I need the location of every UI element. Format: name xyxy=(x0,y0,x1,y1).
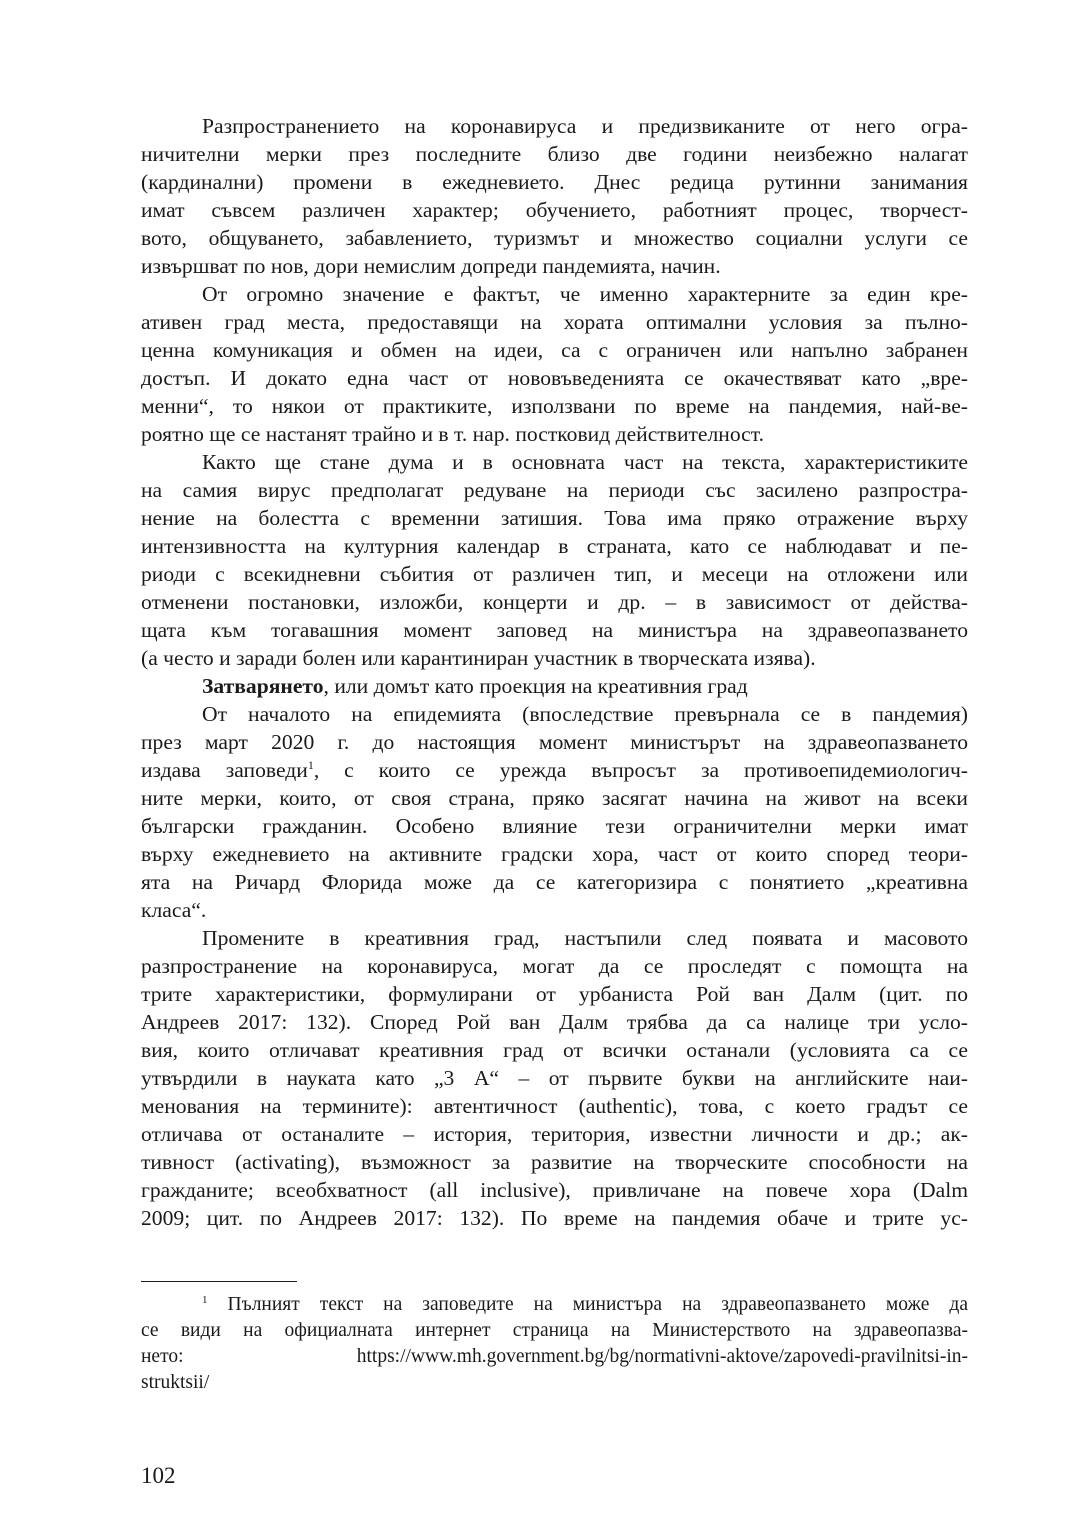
footnote xyxy=(141,1292,968,1396)
section-heading-bold: Затварянето xyxy=(202,674,324,698)
text-line: утвърдили в науката като „3 А“ – от първите букви на английските наи- xyxy=(141,1066,968,1090)
text-line: достъп. И докато една част от нововъведенията се окачествяват като „вре- xyxy=(141,366,968,390)
text-line: интензивността на културния календар в страната, като се наблюдават и пе- xyxy=(141,534,968,558)
text-line: отличава от останалите – история, територия, известни личности и др.; ак- xyxy=(141,1122,968,1146)
text-line: нение на болестта с временни затишия. Това има пряко отражение върху xyxy=(141,506,968,530)
text-line: Както ще стане дума и в основната част на текста, характеристиките xyxy=(202,450,968,474)
text-line: ативен град места, предоставящи на хората оптимални условия за пълно- xyxy=(141,310,968,334)
page-number: 102 xyxy=(141,1463,176,1488)
footnote-divider xyxy=(141,1281,297,1282)
text-line: отменени постановки, изложби, концерти и др. – в зависимост от действа- xyxy=(141,590,968,614)
text-line: роятно ще се настанят трайно и в т. нар. постковид действителност. xyxy=(141,422,764,446)
text-line: вия, които отличават креативния град от всички останали (условията са се xyxy=(141,1038,968,1062)
text-line: Андреев 2017: 132). Според Рой ван Далм трябва да са налице три усло- xyxy=(141,1010,968,1034)
footnote-url-line[interactable]: struktsii/ xyxy=(141,1372,210,1393)
text-line: 2009; цит. по Андреев 2017: 132). По време на пандемия обаче и трите ус- xyxy=(141,1206,968,1230)
text-line: извършват по нов, дори немислим допреди пандемията, начин. xyxy=(141,254,721,278)
text-line: ята на Ричард Флорида може да се категоризира с понятието „креативна xyxy=(141,870,968,894)
text-line: трите характеристики, формулирани от урбаниста Рой ван Далм (цит. по xyxy=(141,982,968,1006)
footnote-line xyxy=(141,1292,968,1318)
footnote-marker: 1 xyxy=(202,1294,208,1306)
text-segment: издава заповеди xyxy=(141,758,308,782)
text-line: върху ежедневието на активните градски хора, част от които според теори- xyxy=(141,842,968,866)
text-line: гражданите; всеобхватност (all inclusive), привличане на повече хора (Dalm xyxy=(141,1178,968,1202)
section-heading-rest: , или домът като проекция на креативния град xyxy=(323,674,748,698)
text-line: имат съвсем различен характер; обучението, работният процес, творчест- xyxy=(141,198,968,222)
text-line: вото, общуването, забавлението, туризмът и множество социални услуги се xyxy=(141,226,968,250)
text-line: ценна комуникация и обмен на идеи, са с ограничен или напълно забранен xyxy=(141,338,968,362)
footnote-text: Пълният текст на заповедите на министъра на здравеопазването може да xyxy=(207,1294,968,1315)
section-heading xyxy=(141,672,968,700)
text-line: Промените в креативния град, настъпили след появата и масовото xyxy=(202,926,968,950)
text-line: От началото на епидемията (впоследствие превърнала се в пандемия) xyxy=(202,702,968,726)
text-line: през март 2020 г. до настоящия момент министърът на здравеопазването xyxy=(141,730,968,754)
text-line: менни“, то някои от практиките, използвани по време на пандемия, най-ве- xyxy=(141,394,968,418)
footnote-line: се види на официалната интернет страница на Министерството на здравеопазва- xyxy=(141,1320,968,1341)
text-line: ничителни мерки през последните близо две години неизбежно налагат xyxy=(141,142,968,166)
text-line: на самия вирус предполагат редуване на периоди със засилено разпростра- xyxy=(141,478,968,502)
footnote-url-line[interactable]: нето: https://www.mh.government.bg/bg/normativni-aktove/zapovedi-pravilnitsi-in- xyxy=(141,1346,968,1367)
text-segment: , с които се урежда въпросът за противоепидемиологич- xyxy=(313,758,968,782)
text-line: ните мерки, които, от своя страна, пряко засягат начина на живот на всеки xyxy=(141,786,968,810)
text-line-with-footnote xyxy=(141,756,968,784)
text-line: Разпространението на коронавируса и предизвиканите от него огра- xyxy=(202,114,968,138)
footnote-reference: 1 xyxy=(307,758,314,772)
main-text xyxy=(141,112,968,1232)
text-line: тивност (activating), възможност за развитие на творческите способности на xyxy=(141,1150,968,1174)
text-line: (кардинални) промени в ежедневието. Днес редица рутинни занимания xyxy=(141,170,968,194)
text-line: менования на термините): автентичност (authentic), това, с което градът се xyxy=(141,1094,968,1118)
text-line: български гражданин. Особено влияние тези ограничителни мерки имат xyxy=(141,814,968,838)
text-line: (а често и заради болен или карантиниран участник в творческата изява). xyxy=(141,646,816,670)
text-line: щата към тогавашния момент заповед на министъра на здравеопазването xyxy=(141,618,968,642)
text-line: риоди с всекидневни събития от различен тип, и месеци на отложени или xyxy=(141,562,968,586)
text-line: класа“. xyxy=(141,898,207,922)
text-line: От огромно значение е фактът, че именно характерните за един кре- xyxy=(202,282,968,306)
text-line: разпространение на коронавируса, могат да се проследят с помощта на xyxy=(141,954,968,978)
